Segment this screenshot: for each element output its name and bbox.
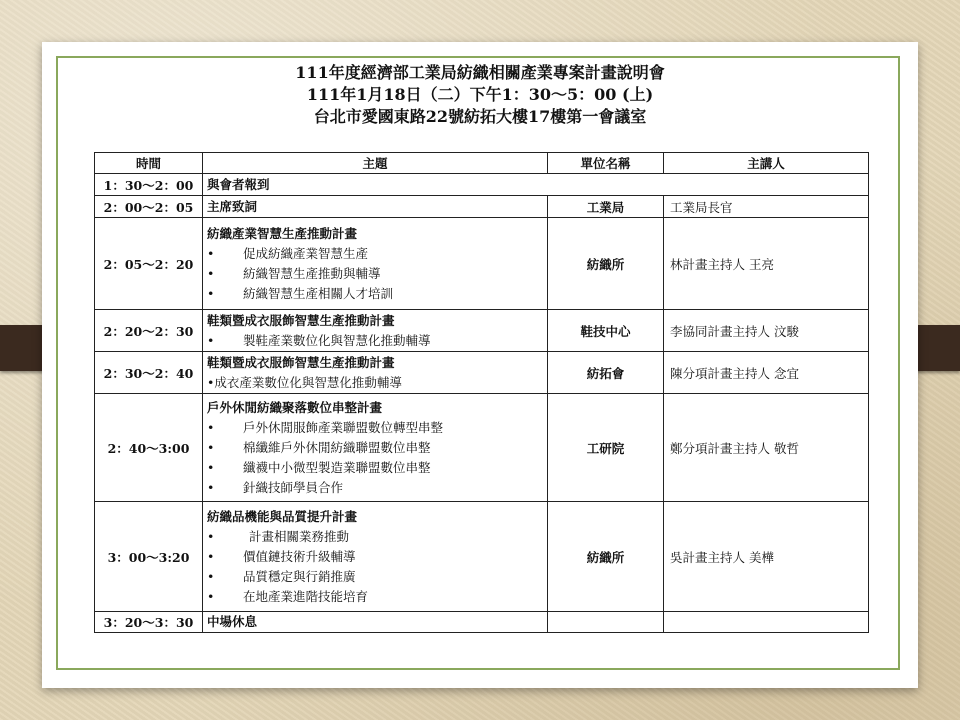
- topic-title: 鞋類暨成衣服飾智慧生產推動計畫: [207, 354, 395, 370]
- unit-cell: 工研院: [548, 394, 664, 502]
- speaker-cell: 李協同計畫主持人 汶駿: [664, 310, 869, 352]
- list-item-text: 紡織智慧生產相關人才培訓: [243, 285, 394, 301]
- col-header-speaker: 主講人: [664, 153, 869, 174]
- list-item-text: 棉纖維戶外休閒紡織聯盟數位串整: [243, 439, 431, 455]
- col-header-time: 時間: [95, 153, 203, 174]
- list-item-text: 紡織智慧生產推動與輔導: [243, 265, 381, 281]
- time-cell: 2：20～2：30: [95, 310, 203, 352]
- list-item: [207, 284, 543, 304]
- unit-cell: 工業局: [548, 196, 664, 218]
- unit-cell: 鞋技中心: [548, 310, 664, 352]
- event-location: 台北市愛國東路22號紡拓大樓17樓第一會議室: [313, 107, 647, 126]
- topic-title: 主席致詞: [207, 198, 258, 214]
- list-item-text: 品質穩定與行銷推廣: [243, 568, 356, 584]
- time-cell: 3：20～3：30: [95, 612, 203, 633]
- list-item: [207, 458, 543, 478]
- unit-cell: 紡拓會: [548, 352, 664, 394]
- event-title: 111年度經濟部工業局紡織相關產業專案計畫說明會: [295, 63, 665, 82]
- bullet-icon: •: [207, 332, 215, 348]
- list-item-text: 戶外休閒服飾產業聯盟數位轉型串整: [243, 419, 444, 435]
- list-item-text: 價值鏈技術升級輔導: [243, 548, 356, 564]
- list-item-text: 製鞋產業數位化與智慧化推動輔導: [243, 332, 431, 348]
- bullet-icon: •: [207, 588, 215, 604]
- table-header-row: [95, 153, 869, 174]
- bullet-icon: •: [207, 459, 215, 475]
- bullet-icon: •: [207, 245, 215, 261]
- topic-cell: [203, 196, 548, 218]
- list-item-text: 纖襪中小微型製造業聯盟數位串整: [243, 459, 431, 475]
- bullet-icon: •: [207, 548, 215, 564]
- speaker-cell: 工業局長官: [664, 196, 869, 218]
- unit-cell: 紡織所: [548, 218, 664, 310]
- list-item: [207, 418, 543, 438]
- list-item: [207, 331, 543, 351]
- speaker-cell: 陳分項計畫主持人 念宜: [664, 352, 869, 394]
- unit-cell: 紡織所: [548, 502, 664, 612]
- bullet-icon: •: [207, 439, 215, 455]
- unit-cell: [548, 612, 664, 633]
- agenda-table: [94, 152, 869, 633]
- table-row: [95, 196, 869, 218]
- time-cell: 2：40～3:00: [95, 394, 203, 502]
- topic-cell: [203, 502, 548, 612]
- list-item: [207, 567, 543, 587]
- topic-title: 紡織品機能與品質提升計畫: [207, 508, 358, 524]
- bullet-icon: •: [207, 419, 215, 435]
- topic-cell: [203, 174, 869, 196]
- list-item-text: 計畫相關業務推動: [249, 528, 350, 544]
- list-item-text: 促成紡織產業智慧生產: [243, 245, 369, 261]
- table-row: [95, 174, 869, 196]
- topic-title: 鞋類暨成衣服飾智慧生產推動計畫: [207, 312, 395, 328]
- col-header-unit: 單位名稱: [548, 153, 664, 174]
- bullet-icon: •: [207, 568, 215, 584]
- speaker-cell: [664, 612, 869, 633]
- topic-title: 戶外休閒紡織聚落數位串整計畫: [207, 399, 383, 415]
- time-cell: 3：00～3:20: [95, 502, 203, 612]
- speaker-cell: 吳計畫主持人 美樺: [664, 502, 869, 612]
- list-item: [207, 547, 543, 567]
- list-item: [207, 478, 543, 498]
- table-row: [95, 218, 869, 310]
- topic-title: 紡織產業智慧生產推動計畫: [207, 225, 358, 241]
- time-cell: 2：00～2：05: [95, 196, 203, 218]
- list-item-text: 針織技師學員合作: [243, 479, 344, 495]
- list-item: [207, 438, 543, 458]
- event-date: 111年1月18日（二）下午1：30～5：00 (上): [306, 85, 654, 104]
- time-cell: 2：05～2：20: [95, 218, 203, 310]
- topic-title: 與會者報到: [207, 176, 270, 192]
- topic-title: 中場休息: [207, 614, 258, 629]
- table-row: [95, 502, 869, 612]
- bullet-icon: •: [207, 479, 215, 495]
- topic-cell: [203, 310, 548, 352]
- table-row: [95, 310, 869, 352]
- list-item: [207, 244, 543, 264]
- bullet-icon: •: [207, 265, 215, 281]
- table-row: [95, 612, 869, 633]
- list-item: [207, 527, 543, 547]
- speaker-cell: 鄭分項計畫主持人 敬哲: [664, 394, 869, 502]
- topic-cell: [203, 394, 548, 502]
- list-item-text: 在地產業進階技能培育: [243, 588, 369, 604]
- slide-card: [42, 42, 918, 688]
- table-row: [95, 352, 869, 394]
- list-item: [207, 264, 543, 284]
- page-header: [42, 62, 918, 128]
- list-item: [207, 587, 543, 607]
- time-cell: 1：30～2：00: [95, 174, 203, 196]
- topic-cell: [203, 612, 548, 633]
- topic-cell: [203, 352, 548, 394]
- col-header-topic: 主題: [203, 153, 548, 174]
- bullet-icon: •: [207, 285, 215, 301]
- bullet-icon: •: [207, 528, 215, 544]
- topic-cell: [203, 218, 548, 310]
- list-item: •成衣產業數位化與智慧化推動輔導: [207, 374, 402, 390]
- speaker-cell: 林計畫主持人 王亮: [664, 218, 869, 310]
- time-cell: 2：30～2：40: [95, 352, 203, 394]
- table-row: [95, 394, 869, 502]
